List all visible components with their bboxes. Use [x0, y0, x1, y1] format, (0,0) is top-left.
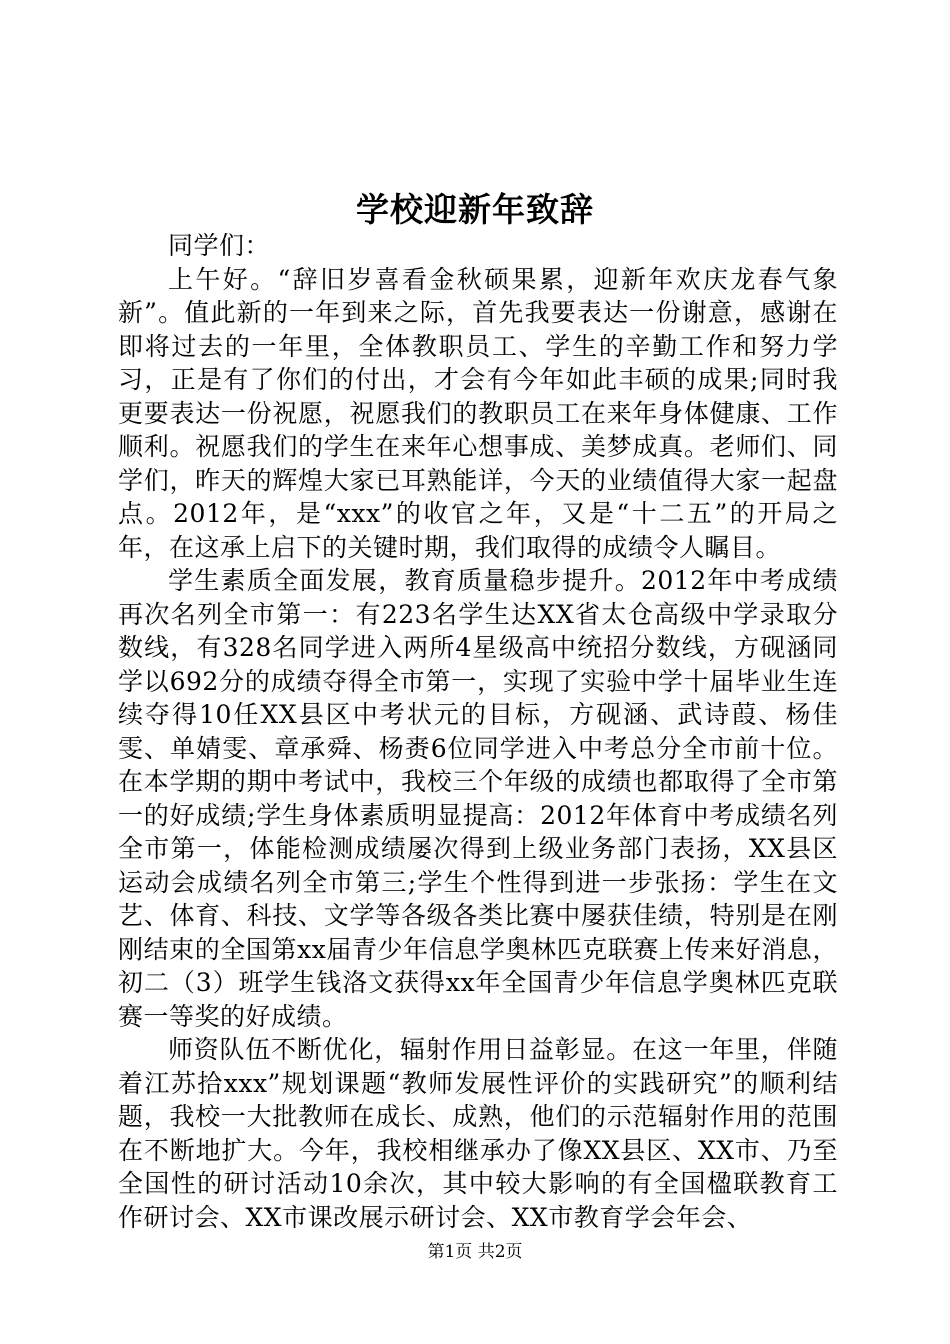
document-title: 学校迎新年致辞: [356, 190, 594, 229]
intro-paragraph: 上午好。“辞旧岁喜看金秋硕果累，迎新年欢庆龙春气象新”。值此新的一年到来之际，首先我要表达一份谢意，感谢在即将过去的一年里，全体教职员工、学生的辛勤工作和努力学习，正是有了你们的付出，才会有今年如此丰硕的成果;同时我更要表达一份祝愿，祝愿我们的教职员工在来年身体健康、工作顺利。祝愿我们的学生在来年心想事成、美梦成真。老师们、同学们，昨天的辉煌大家已耳熟能详，今天的业绩值得大家一起盘点。2012年，是“xxx”的收官之年，又是“十二五”的开局之年，在这承上启下的关键时期，我们取得的成绩令人瞩目。: [118, 264, 838, 562]
document-body: [118, 229, 838, 1234]
salutation-paragraph: 同学们：: [168, 231, 271, 260]
page-number-footer: 第1页 共2页: [427, 1242, 523, 1262]
student-achievement-paragraph: 学生素质全面发展，教育质量稳步提升。2012年中考成绩再次名列全市第一：有223名学生达XX省太仓高级中学录取分数线，有328名同学进入两所4星级高中统招分数线，方砚涵同学以692分的成绩夺得全市第一，实现了实验中学十届毕业生连续夺得10任XX县区中考状元的目标，方砚涵、武诗葭、杨佳雯、单婧雯、章承舜、杨赉6位同学进入中考总分全市前十位。在本学期的期中考试中，我校三个年级的成绩也都取得了全市第一的好成绩;学生身体素质明显提高：2012年体育中考成绩名列全市第一，体能检测成绩屡次得到上级业务部门表扬，XX县区运动会成绩名列全市第三;学生个性得到进一步张扬：学生在文艺、体育、科技、文学等各级各类比赛中屡获佳绩，特别是在刚刚结束的全国第xx届青少年信息学奥林匹克联赛上传来好消息，初二（3）班学生钱洛文获得xx年全国青少年信息学奥林匹克联赛一等奖的好成绩。: [118, 566, 838, 1031]
teacher-development-paragraph: 师资队伍不断优化，辐射作用日益彰显。在这一年里，伴随着江苏拾xxx”规划课题“教师发展性评价的实践研究”的顺利结题，我校一大批教师在成长、成熟，他们的示范辐射作用的范围在不断地扩大。今年，我校相继承办了像XX县区、XX市、乃至全国性的研讨活动10余次，其中较大影响的有全国楹联教育工作研讨会、XX市课改展示研讨会、XX市教育学会年会、: [118, 1035, 838, 1232]
